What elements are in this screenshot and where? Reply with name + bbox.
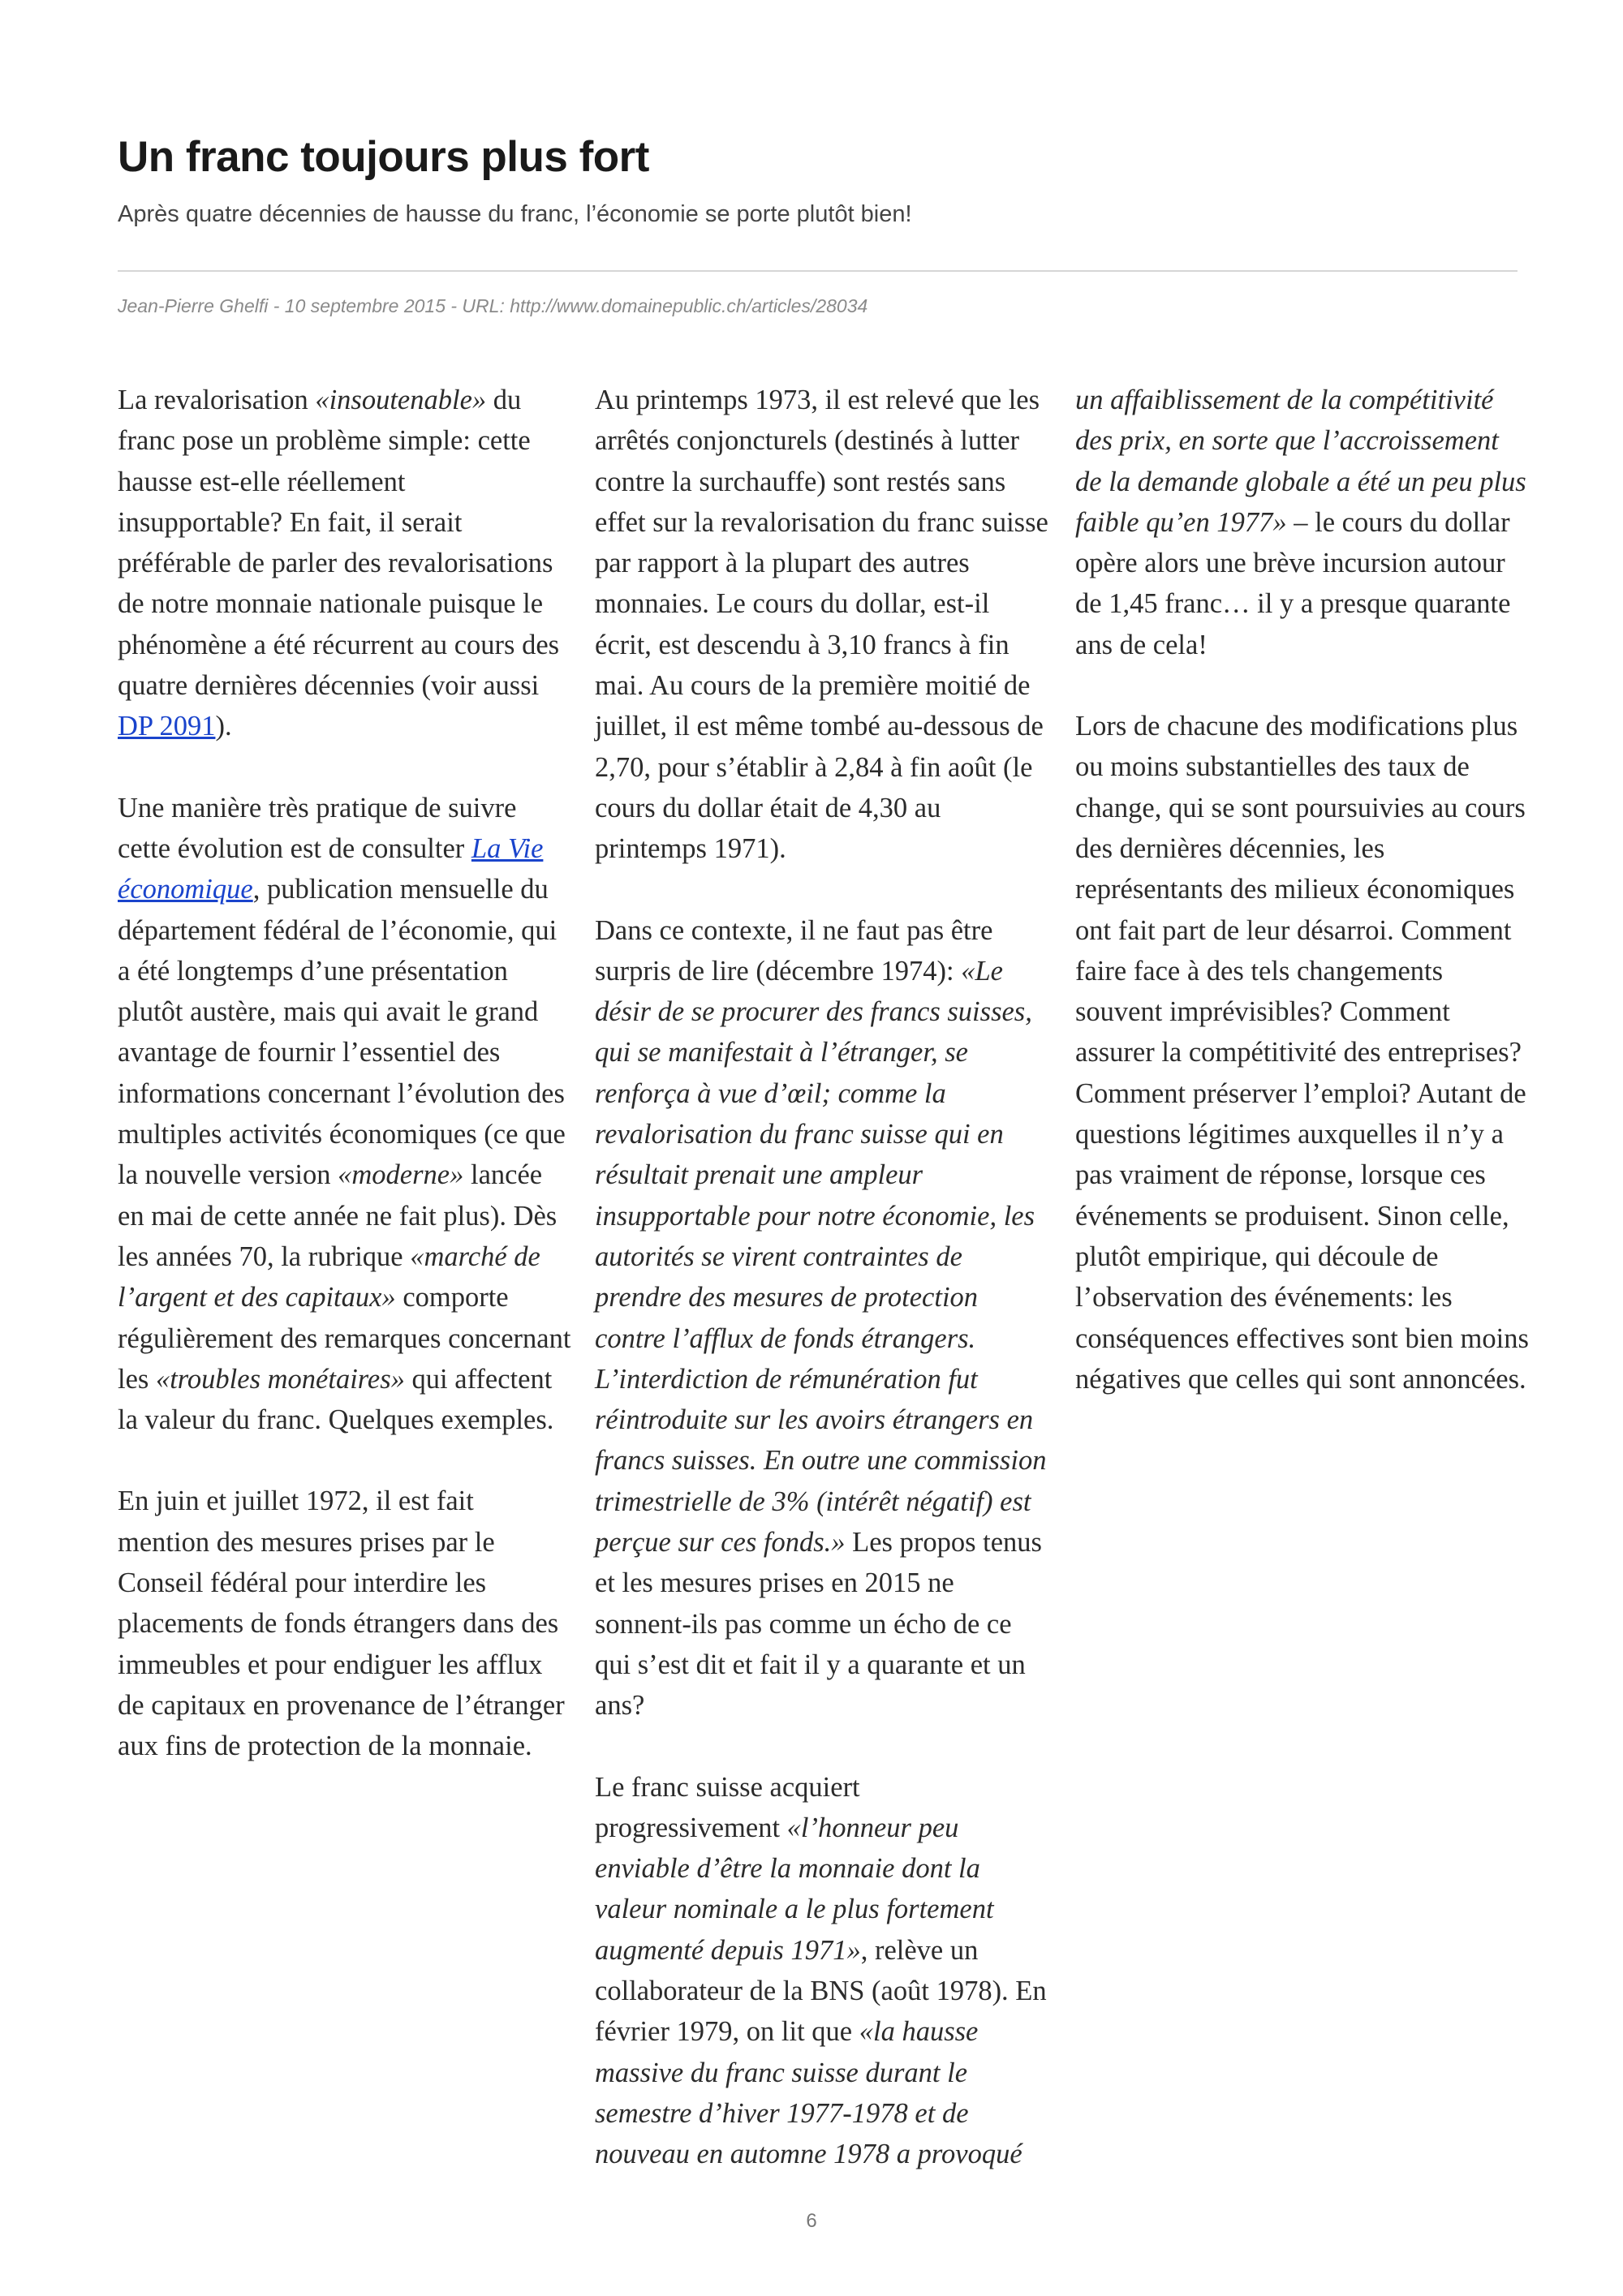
paragraph-text: Une manière très pratique de suivre cette évolution est de consulter	[118, 792, 517, 864]
quote-text: «l’honneur peu enviable d’être la monnaie dont la valeur nominale a le plus fortement augmenté depuis 1971»	[595, 1812, 994, 1966]
paragraph-6-continued	[1075, 380, 1530, 665]
paragraph-text: Les propos tenus et les mesures prises en 2015 ne sonnent-ils pas comme un écho de ce qui s’est dit et fait il y a quarante et un ans?	[595, 1527, 1042, 1722]
paragraph-text: – le cours du dollar opère alors une brève incursion autour de 1,45 franc… il y a presque quarante ans de cela!	[1075, 506, 1511, 660]
paragraph-3: En juin et juillet 1972, il est fait mention des mesures prises par le Conseil fédéral pour interdire les placements de fonds étrangers dans des immeubles et pour endiguer les afflux de capitaux en provenance de l’étranger aux fins de protection de la monnaie.	[118, 1486, 565, 1762]
quote-text: «marché de l’argent et des capitaux»	[118, 1240, 540, 1314]
text-column-2	[595, 380, 1049, 2175]
paragraph-text: , relève un collaborateur de la BNS (août 1978). En février 1979, on lit que	[595, 1934, 1047, 2048]
quote-text: «troubles monétaires»	[155, 1363, 405, 1395]
quote-text: «la hausse massive du franc suisse durant le semestre d’hiver 1977-1978 et de nouveau en automne 1978 a provoqué	[595, 2016, 1022, 2170]
paragraph-6-continuation	[1075, 380, 1530, 706]
paragraph-text: lancée en mai de cette année ne fait plus). Dès les années 70, la rubrique	[118, 1159, 558, 1272]
quote-text: «Le désir de se procurer des francs suisses, qui se manifestait à l’étranger, se renforça à vue d’œil; comme la revalorisation du franc suisse qui en résultait prenait une ampleur insupportable pour notre économie, les autorités se virent contraintes de prendre des mesures de protection contre l’afflux de fonds étrangers. L’interdiction de rémunération fut réintroduite sur les avoirs étrangers en francs suisses. En outre une commission trimestrielle de 3% (intérêt négatif) est perçue sur ces fonds.»	[595, 955, 1047, 1559]
page-number: 6	[806, 2210, 817, 2232]
quote-text: «moderne»	[338, 1159, 464, 1191]
article-byline: Jean-Pierre Ghelfi - 10 septembre 2015 - URL: http://www.domainepublic.ch/articles/28034	[118, 295, 868, 316]
article-title: Un franc toujours plus fort	[118, 133, 649, 181]
text-column-1	[118, 380, 572, 1808]
paragraph-text: qui affectent la valeur du franc. Quelques exemples.	[118, 1363, 554, 1436]
paragraph-4: Au printemps 1973, il est relevé que les arrêtés conjoncturels (destinés à lutter contre la surchauffe) sont restés sans effet sur la revalorisation du franc suisse par rapport à la plupart des autres monnaies. Le cours du dollar, est-il écrit, est descendu à 3,10 francs à fin mai. Au cours de la première moitié de juillet, il est même tombé au-dessous de 2,70, pour s’établir à 2,84 à fin août (le cours du dollar était de 4,30 au printemps 1971).	[595, 385, 1048, 865]
paragraph-text: ).	[215, 711, 232, 742]
paragraph-5	[595, 910, 1049, 1726]
quote-text: «insoutenable»	[315, 385, 487, 415]
paragraph-7: Lors de chacune des modifications plus ou moins substantielles des taux de change, qui se sont poursuivies au cours des dernières décennies, les représentants des milieux économiques ont fait part de leur désarroi. Comment faire face à des tels changements souvent imprévisibles? Comment assurer la compétitivité des entreprises? Comment préserver l’emploi? Autant de questions légitimes auxquelles il n’y a pas vraiment de réponse, lorsque ces événements se produisent. Sinon celle, plutôt empirique, qui découle de l’observation des événements: les conséquences effectives sont bien moins négatives que celles qui sont annoncées.	[1075, 711, 1529, 1395]
header-divider	[118, 270, 1518, 272]
paragraph-text: La revalorisation	[118, 385, 316, 415]
paragraph-text: , publication mensuelle du département fédéral de l’économie, qui a été longtemps d’une présentation plutôt austère, mais qui avait le grand avantage de fournir l’essentiel des informations concernant l’évolution des multiples activités économiques (ce que la nouvelle version	[118, 874, 566, 1191]
paragraph-text: comporte régulièrement des remarques concernant les	[118, 1282, 571, 1395]
la-vie-economique-link[interactable]: La Vie économique	[118, 832, 544, 905]
paragraph-1	[118, 380, 572, 747]
paragraph-text: Dans ce contexte, il ne faut pas être surpris de lire (décembre 1974):	[595, 914, 993, 987]
quote-text: un affaiblissement de la compétitivité des prix, en sorte que l’accroissement de la demande globale a été un peu plus faible qu’en 1977»	[1075, 384, 1526, 538]
paragraph-text: Le franc suisse acquiert progressivement	[595, 1771, 860, 1843]
text-column-3	[1075, 380, 1530, 1440]
dp-2091-link[interactable]: DP 2091	[118, 711, 216, 742]
paragraph-6	[595, 1767, 1049, 2175]
article-subtitle: Après quatre décennies de hausse du franc, l’économie se porte plutôt bien!	[118, 201, 912, 227]
paragraph-2	[118, 788, 572, 1441]
paragraph-text: du franc pose un problème simple: cette hausse est-elle réellement insupportable? En fait, il serait préférable de parler des revalorisations de notre monnaie nationale puisque le phénomène a été récurrent au cours des quatre dernières décennies (voir aussi	[118, 385, 560, 702]
